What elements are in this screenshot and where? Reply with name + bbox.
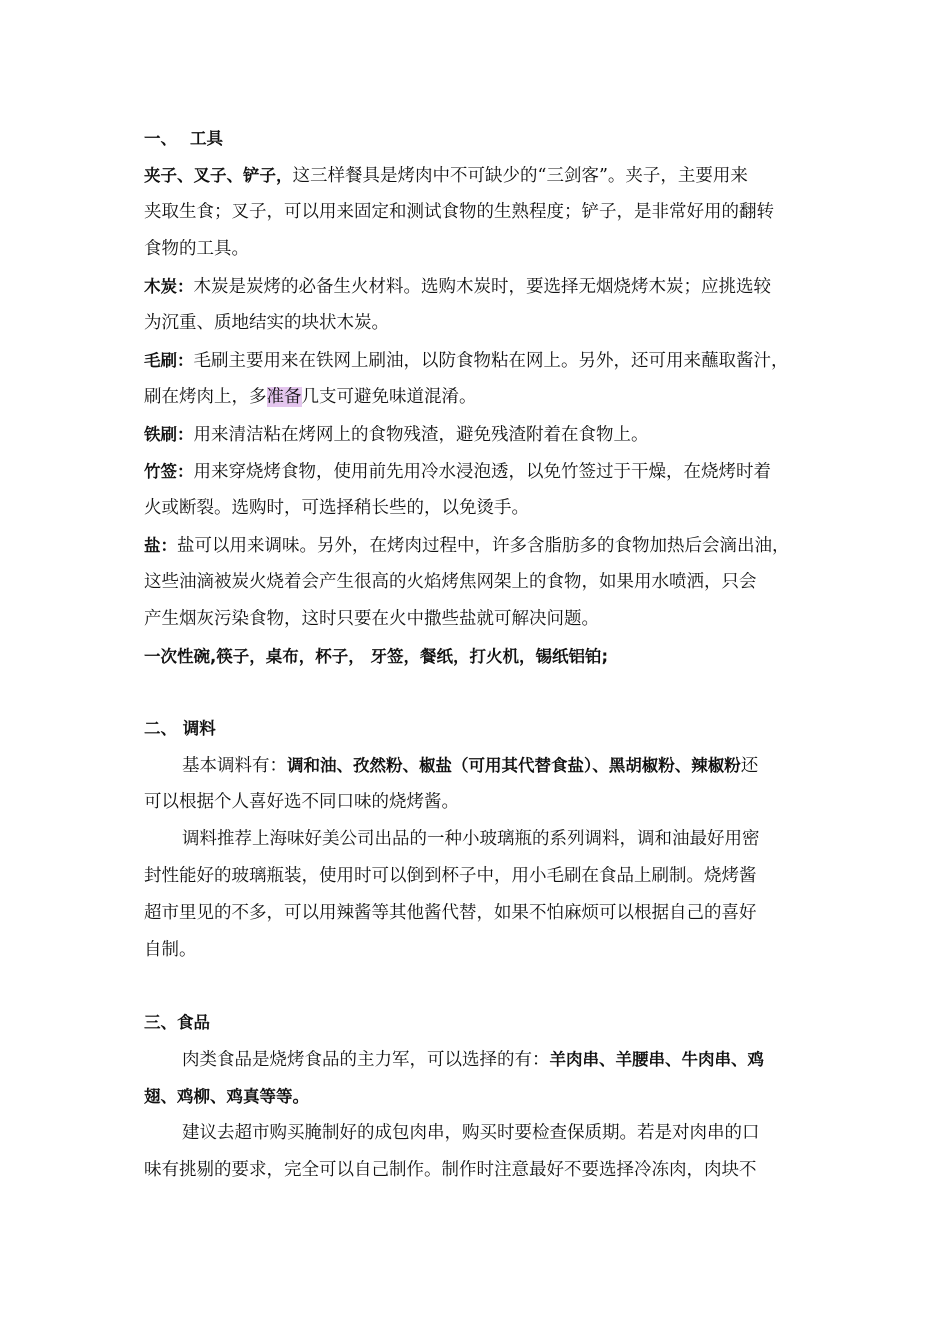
text-run: 几支可避免味道混淆。 [301, 387, 477, 407]
paragraph-line [144, 379, 816, 416]
text-run: 还 [740, 756, 759, 776]
text-run: 肉类食品是烧烤食品的主力军，可以选择的有： [182, 1050, 550, 1070]
term-label: 铁刷： [144, 425, 194, 444]
text-run: 木炭是炭烤的必备生火材料。选购木炭时，要选择无烟烧烤木炭；应挑选较 [193, 277, 771, 297]
text-run: 用来清洁粘在烤网上的食物残渣，避免残渣附着在食物上。 [193, 425, 649, 445]
document-body [144, 120, 816, 1189]
paragraph-line: 味有挑剔的要求，完全可以自己制作。制作时注意最好不要选择冷冻肉，肉块不 [144, 1160, 757, 1180]
section-number: 一、 [144, 129, 177, 148]
section-heading-food: 三、食品 [144, 1013, 210, 1032]
paragraph-line: 翅、鸡柳、鸡真等等。 [144, 1087, 309, 1106]
paragraph-line [144, 157, 816, 194]
text-run: 用来穿烧烤食物，使用前先用冷水浸泡透，以免竹签过于干燥，在烧烤时着 [193, 462, 771, 482]
section-spacer [144, 969, 816, 1004]
section-spacer [144, 675, 816, 710]
supplies-list: 一次性碗,筷子，桌布，杯子， 牙签，餐纸，打火机，锡纸铝铂; [144, 647, 609, 666]
paragraph-line: 超市里见的不多，可以用辣酱等其他酱代替，如果不怕麻烦可以根据自己的喜好 [144, 903, 757, 923]
paragraph-line: 建议去超市购买腌制好的成包肉串，购买时要检查保质期。若是对肉串的口 [182, 1123, 760, 1143]
paragraph-line: 食物的工具。 [144, 239, 249, 259]
text-run: 毛刷主要用来在铁网上刷油，以防食物粘在网上。另外，还可用来蘸取酱汁， [193, 351, 789, 371]
paragraph-line: 封性能好的玻璃瓶装，使用时可以倒到杯子中，用小毛刷在食品上刷制。烧烤酱 [144, 866, 757, 886]
paragraph-line [144, 268, 816, 305]
paragraph-line: 为沉重、质地结实的块状木炭。 [144, 313, 389, 333]
text-run: 这三样餐具是烤肉中不可缺少的“三剑客”。夹子，主要用来 [292, 166, 748, 186]
highlighted-text: 准备 [266, 387, 302, 407]
paragraph-line: 自制。 [144, 940, 197, 960]
paragraph-line: 产生烟灰污染食物，这时只要在火中撒些盐就可解决问题。 [144, 609, 599, 629]
bold-text: 调和油、孜然粉、椒盐（可用其代替食盐）、黑胡椒粉、辣椒粉 [287, 756, 741, 775]
section-title: 工具 [190, 129, 223, 148]
paragraph-line: 火或断裂。选购时，可选择稍长些的，以免烫手。 [144, 498, 529, 518]
paragraph-line: 可以根据个人喜好选不同口味的烧烤酱。 [144, 792, 459, 812]
paragraph-line [144, 527, 816, 564]
paragraph-line [144, 342, 816, 379]
section-heading-seasoning: 二、 调料 [144, 719, 216, 738]
term-label: 盐： [144, 536, 177, 555]
term-label: 木炭： [144, 277, 194, 296]
paragraph-line [144, 453, 816, 490]
term-label: 毛刷： [144, 351, 194, 370]
paragraph-line [144, 416, 816, 453]
bold-text: 羊肉串、羊腰串、牛肉串、鸡 [549, 1050, 764, 1069]
text-run: 刷在烤肉上，多 [144, 387, 267, 407]
text-run: 盐可以用来调味。另外，在烤肉过程中，许多含脂肪多的食物加热后会滴出油， [177, 536, 790, 556]
term-label: 夹子、叉子、铲子， [144, 166, 293, 185]
paragraph-line: 调料推荐上海味好美公司出品的一种小玻璃瓶的系列调料，调和油最好用密 [182, 829, 760, 849]
text-run: 基本调料有： [182, 756, 287, 776]
term-label: 竹签： [144, 462, 194, 481]
paragraph-line: 夹取生食；叉子，可以用来固定和测试食物的生熟程度；铲子，是非常好用的翻转 [144, 202, 774, 222]
paragraph-line [144, 747, 816, 784]
section-heading-tools [144, 120, 816, 157]
paragraph-line: 这些油滴被炭火烧着会产生很高的火焰烤焦网架上的食物，如果用水喷洒，只会 [144, 572, 757, 592]
paragraph-line [144, 1041, 816, 1078]
